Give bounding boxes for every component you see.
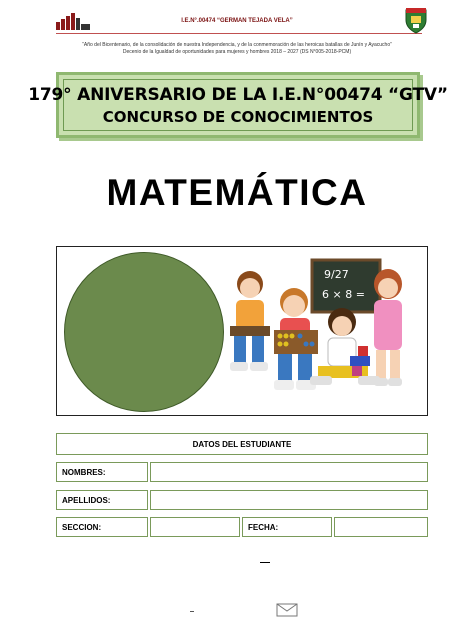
chalkboard (312, 260, 380, 312)
section-date-row (56, 517, 428, 537)
green-circle (64, 252, 224, 412)
event-banner-inner (28, 79, 448, 131)
footer-envelope-icon (276, 603, 298, 617)
surnames-row (56, 490, 428, 510)
names-label: NOMBRES: (56, 462, 148, 482)
names-field[interactable] (150, 462, 428, 482)
girl-pink (374, 269, 402, 386)
section-field[interactable] (150, 517, 240, 537)
event-banner (28, 72, 448, 138)
girl-sitting (310, 308, 380, 385)
form-title: DATOS DEL ESTUDIANTE (56, 433, 428, 455)
header-divider (56, 33, 422, 34)
footer-mark (260, 562, 270, 563)
school-crest-icon (402, 6, 430, 34)
footer-mark-small (190, 611, 194, 612)
names-row (56, 462, 428, 482)
date-label: FECHA: (242, 517, 332, 537)
motto-line-1: “Año del Bicentenario, de la consolidación de nuestra Independencia, y de la conmemoración de las heroicas batallas de Junín y Ayacucho” (82, 42, 392, 48)
children-studying-illustration (224, 256, 424, 412)
section-label: SECCION: (56, 517, 148, 537)
board-text-2: 6 × 8 = (322, 288, 365, 301)
institution-name: I.E.N°.00474 “GERMAN TEJADA VELA” (181, 18, 293, 24)
anniversary-title: 179° ANIVERSARIO DE LA I.E.N°00474 “GTV” (28, 84, 448, 105)
boy-left (230, 271, 270, 371)
motto-line-2: Decenio de la Igualdad de oportunidades para mujeres y hombres 2018 – 2027 (DS N°005-2018-PCM) (122, 49, 352, 55)
surnames-field[interactable] (150, 490, 428, 510)
official-year-motto (40, 42, 434, 56)
date-field[interactable] (334, 517, 428, 537)
contest-title: CONCURSO DE CONOCIMIENTOS (102, 107, 374, 126)
surnames-label: APELLIDOS: (56, 490, 148, 510)
subject-title: MATEMÁTICA (106, 172, 368, 213)
board-text-1: 9/27 (324, 268, 349, 281)
